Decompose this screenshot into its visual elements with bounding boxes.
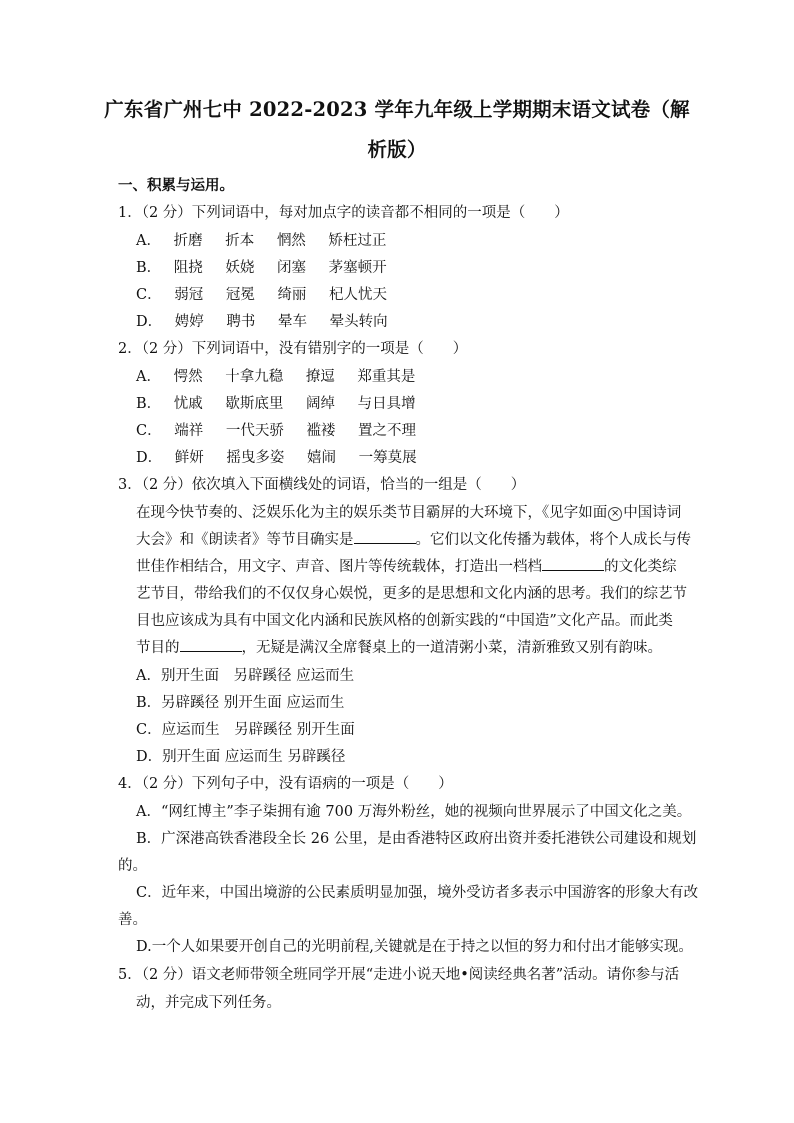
answer-blank-3 [180,637,242,652]
question-4-stem: 4．（2 分）下列句子中，没有语病的一项是（ ） [118,776,453,792]
question-3-passage-line-2: 大会》和《朗读者》等节目确实是 。它们以文化传播为载体，将个人成长与传 [136,528,691,549]
question-3-passage-line-4: 艺节目，带给我们的不仅仅身心娱悦，更多的是思想和文化内涵的思考。我们的综艺节 [136,586,687,602]
answer-blank-1 [354,529,416,544]
question-1-stem: 1．（2 分）下列词语中，每对加点字的读音都不相同的一项是（ ） [118,205,569,221]
question-1-option-c: C． 弱冠 冠冕 绮丽 杞人忧天 [136,287,388,303]
question-3-option-d: D．别开生面 应运而生 另辟蹊径 [136,749,346,765]
question-5-stem-line-2: 动，并完成下列任务。 [136,995,281,1011]
question-1-option-d: D． 娉婷 聘书 晕车 晕头转向 [136,314,388,330]
question-3-passage-line-5: 目也应该成为具有中国文化内涵和民族风格的创新实践的“中国造”文化产品。而此类 [136,613,673,629]
question-3-passage-line-1: 在现今快节奏的、泛娱乐化为主的娱乐类节目霸屏的大环境下，《见字如面 × 中国诗词 [136,505,682,521]
section-heading: 一、积累与运用。 [118,177,234,194]
question-3-passage-line-3: 世佳作相结合，用文字、声音、图片等传统载体，打造出一档档 的文化类综 [136,555,677,576]
question-3-passage-line-6: 节目的 ，无疑是满汉全席餐桌上的一道清粥小菜，清新雅致又别有韵味。 [136,636,662,657]
document-title-line-2: 析版） [367,138,427,161]
question-4-option-b-line-1: B．广深港高铁香港段全长 26 公里，是由香港特区政府出资并委托港铁公司建设和规划 [136,831,697,847]
question-4-option-a: A．“网红博主”李子柒拥有逾 700 万海外粉丝，她的视频向世界展示了中国文化之美。 [136,804,692,820]
question-1-option-a: A． 折磨 折本 惘然 矫枉过正 [136,233,387,249]
mark-x-icon: × [608,507,622,521]
question-3-option-c: C．应运而生 另辟蹊径 别开生面 [136,722,355,738]
question-2-option-c: C． 端祥 一代天骄 褴褛 置之不理 [136,423,417,439]
question-4-option-c-line-2: 善。 [118,912,147,928]
document-title-line-1: 广东省广州七中 2022-2023 学年九年级上学期期末语文试卷（解 [104,98,690,121]
question-1-option-b: B． 阻挠 妖娆 闭塞 茅塞顿开 [136,260,387,276]
question-4-option-c-line-1: C．近年来，中国出境游的公民素质明显加强，境外受访者多表示中国游客的形象大有改 [136,885,699,901]
answer-blank-2 [542,556,604,571]
question-3-option-b: B．另辟蹊径 别开生面 应运而生 [136,695,345,711]
question-3-option-a: A．别开生面 另辟蹊径 应运而生 [136,668,355,684]
question-2-stem: 2．（2 分）下列词语中，没有错别字的一项是（ ） [118,341,468,357]
question-2-option-a: A． 愕然 十拿九稳 撩逗 郑重其是 [136,369,416,385]
question-2-option-b: B． 忧戚 歇斯底里 阔绰 与日具增 [136,396,416,412]
question-3-stem: 3．（2 分）依次填入下面横线处的词语，恰当的一组是（ ） [118,477,526,493]
question-4-option-d: D.一个人如果要开创自己的光明前程,关键就是在于持之以恒的努力和付出才能够实现。 [136,939,693,955]
question-5-stem-line-1: 5．（2 分）语文老师带领全班同学开展“走进小说天地•阅读经典名著”活动。请你参与活 [118,967,680,983]
question-2-option-d: D． 鲜妍 摇曳多姿 嬉闹 一筹莫展 [136,450,417,466]
question-4-option-b-line-2: 的。 [118,858,147,874]
